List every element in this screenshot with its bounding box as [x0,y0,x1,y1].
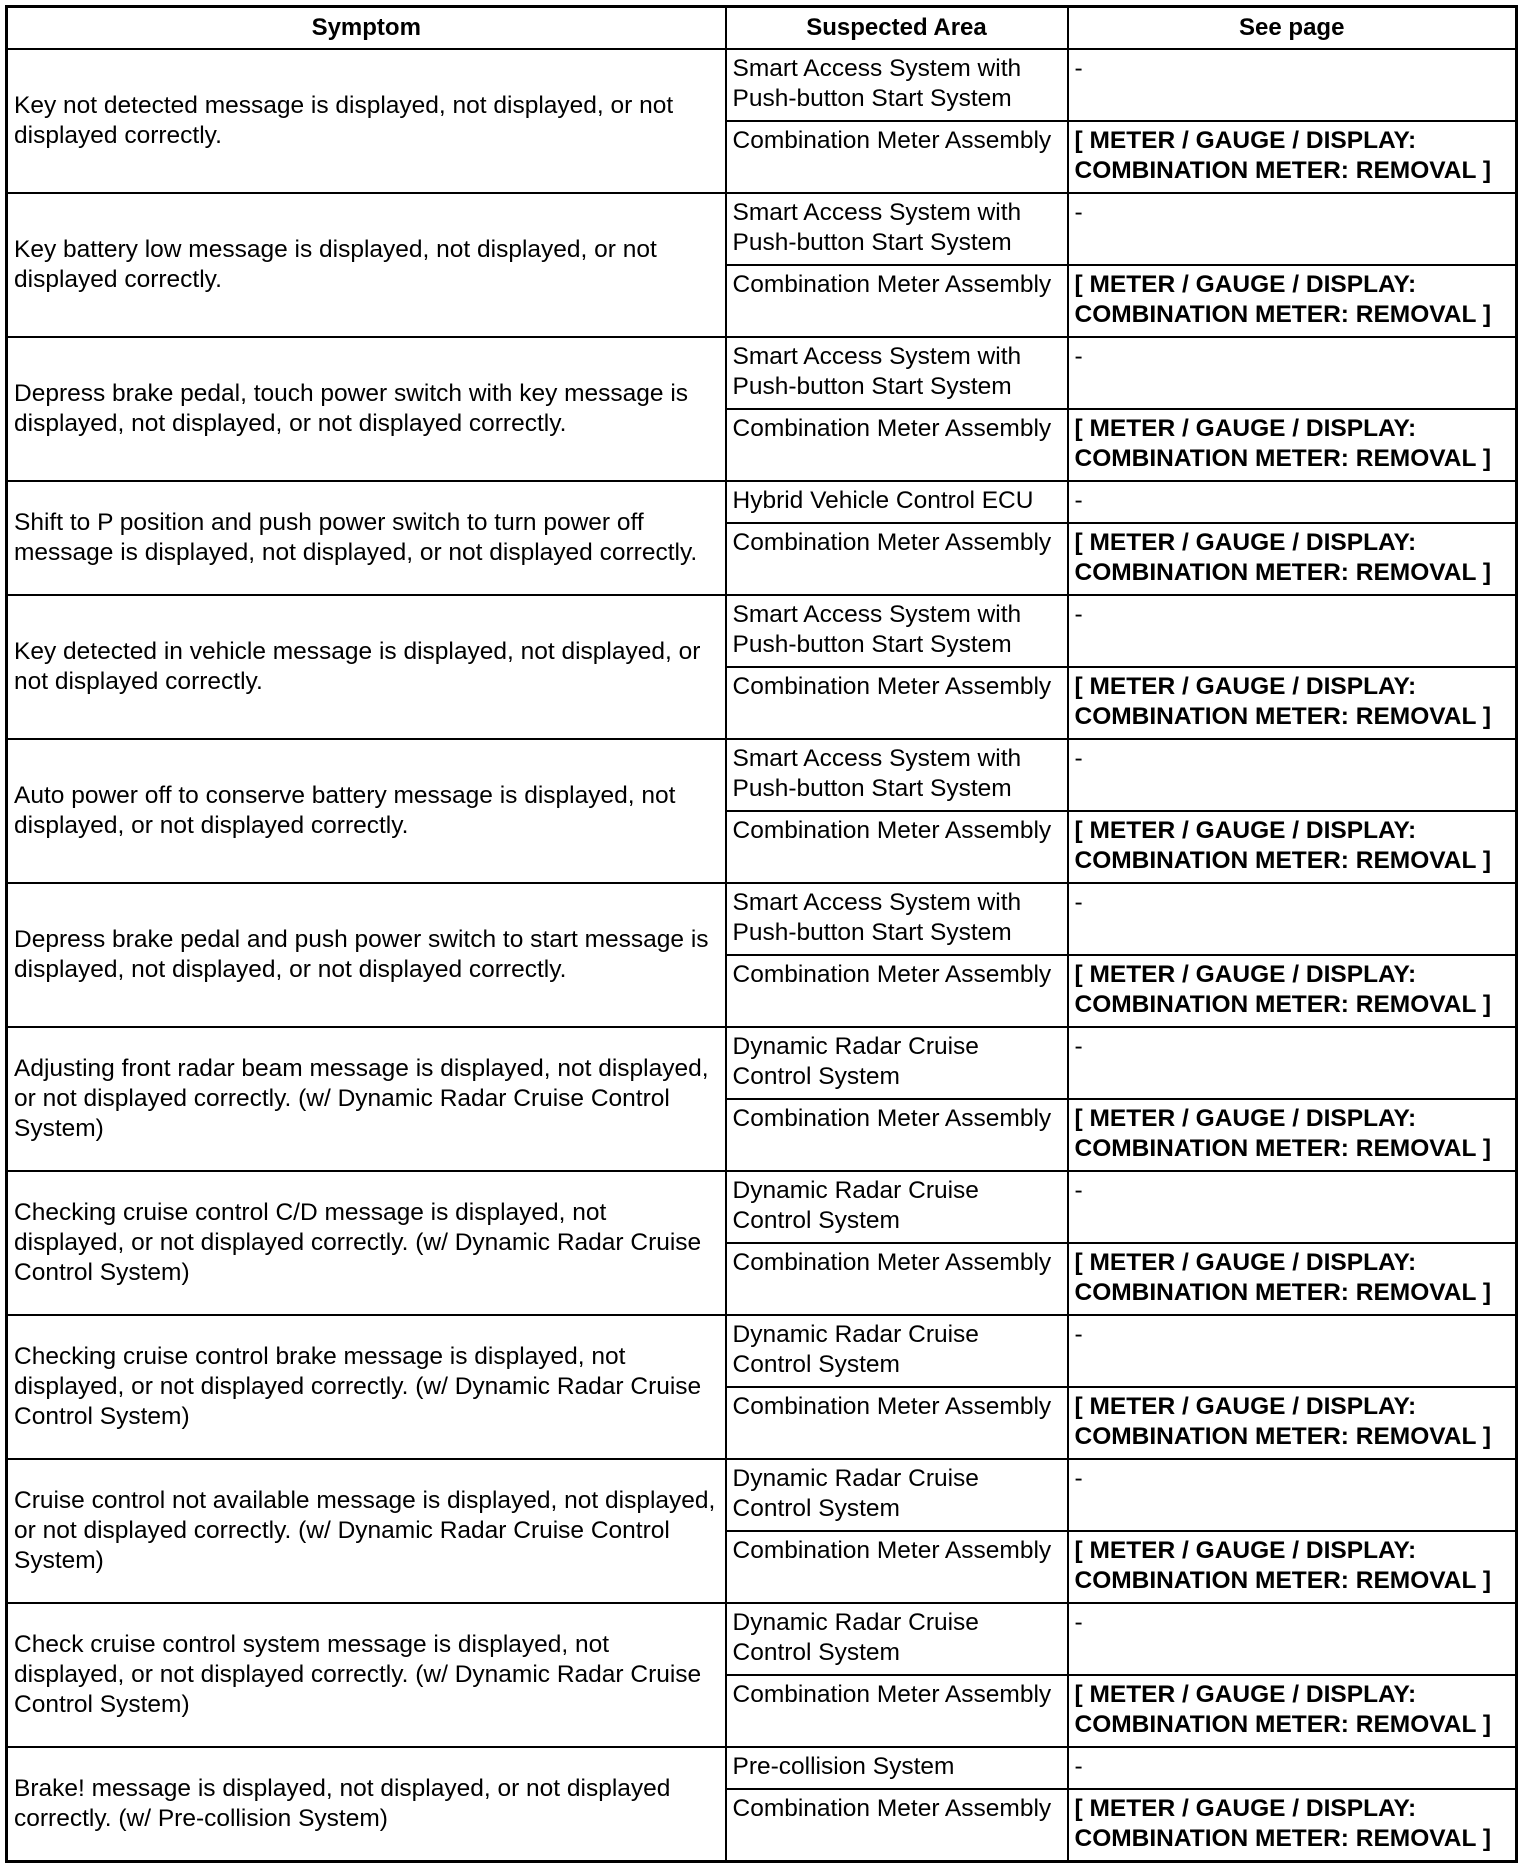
symptom-cell: Checking cruise control brake message is displayed, not displayed, or not displayed correctly. (w/ Dynamic Radar Cruise Control System) [7,1315,726,1459]
suspected-area-cell: Combination Meter Assembly [726,523,1068,595]
symptom-cell: Shift to P position and push power switch to turn power off message is displayed, not displayed, or not displayed correctly. [7,481,726,595]
suspected-area-cell: Combination Meter Assembly [726,1675,1068,1747]
symptom-cell: Check cruise control system message is displayed, not displayed, or not displayed correctly. (w/ Dynamic Radar Cruise Control System) [7,1603,726,1747]
see-page-link[interactable]: [ METER / GAUGE / DISPLAY: COMBINATION METER: REMOVAL ] [1068,409,1517,481]
suspected-area-cell: Dynamic Radar Cruise Control System [726,1027,1068,1099]
suspected-area-cell: Combination Meter Assembly [726,667,1068,739]
see-page-link[interactable]: [ METER / GAUGE / DISPLAY: COMBINATION METER: REMOVAL ] [1068,523,1517,595]
table-row [7,1315,1517,1387]
table-row [7,1603,1517,1675]
header-symptom: Symptom [7,7,726,50]
suspected-area-cell: Smart Access System with Push-button Start System [726,337,1068,409]
suspected-area-cell: Dynamic Radar Cruise Control System [726,1459,1068,1531]
suspected-area-cell: Smart Access System with Push-button Start System [726,595,1068,667]
suspected-area-cell: Combination Meter Assembly [726,1387,1068,1459]
see-page-cell: - [1068,739,1517,811]
suspected-area-cell: Combination Meter Assembly [726,1243,1068,1315]
table-row [7,1459,1517,1531]
see-page-cell: - [1068,481,1517,523]
suspected-area-cell: Smart Access System with Push-button Start System [726,193,1068,265]
see-page-link[interactable]: [ METER / GAUGE / DISPLAY: COMBINATION METER: REMOVAL ] [1068,1789,1517,1861]
see-page-cell: - [1068,595,1517,667]
symptom-table [5,5,1518,1863]
see-page-cell: - [1068,49,1517,121]
see-page-cell: - [1068,1603,1517,1675]
symptom-cell: Brake! message is displayed, not displayed, or not displayed correctly. (w/ Pre-collision System) [7,1747,726,1861]
suspected-area-cell: Combination Meter Assembly [726,1531,1068,1603]
table-row [7,1747,1517,1789]
suspected-area-cell: Dynamic Radar Cruise Control System [726,1603,1068,1675]
see-page-link[interactable]: [ METER / GAUGE / DISPLAY: COMBINATION METER: REMOVAL ] [1068,667,1517,739]
suspected-area-cell: Combination Meter Assembly [726,121,1068,193]
suspected-area-cell: Smart Access System with Push-button Start System [726,739,1068,811]
symptom-cell: Auto power off to conserve battery message is displayed, not displayed, or not displayed correctly. [7,739,726,883]
see-page-link[interactable]: [ METER / GAUGE / DISPLAY: COMBINATION METER: REMOVAL ] [1068,1099,1517,1171]
see-page-cell: - [1068,1747,1517,1789]
suspected-area-cell: Combination Meter Assembly [726,811,1068,883]
symptom-table-container [5,5,1518,1863]
suspected-area-cell: Combination Meter Assembly [726,1789,1068,1861]
see-page-cell: - [1068,337,1517,409]
table-row [7,337,1517,409]
see-page-link[interactable]: [ METER / GAUGE / DISPLAY: COMBINATION METER: REMOVAL ] [1068,811,1517,883]
see-page-cell: - [1068,1459,1517,1531]
symptom-cell: Depress brake pedal, touch power switch with key message is displayed, not displayed, or not displayed correctly. [7,337,726,481]
symptom-cell: Key not detected message is displayed, not displayed, or not displayed correctly. [7,49,726,193]
symptom-cell: Key detected in vehicle message is displayed, not displayed, or not displayed correctly. [7,595,726,739]
table-row [7,739,1517,811]
table-body [7,49,1517,1861]
table-row [7,193,1517,265]
suspected-area-cell: Smart Access System with Push-button Start System [726,883,1068,955]
symptom-cell: Key battery low message is displayed, not displayed, or not displayed correctly. [7,193,726,337]
symptom-cell: Cruise control not available message is displayed, not displayed, or not displayed correctly. (w/ Dynamic Radar Cruise Control System) [7,1459,726,1603]
see-page-link[interactable]: [ METER / GAUGE / DISPLAY: COMBINATION METER: REMOVAL ] [1068,955,1517,1027]
see-page-cell: - [1068,1027,1517,1099]
see-page-link[interactable]: [ METER / GAUGE / DISPLAY: COMBINATION METER: REMOVAL ] [1068,1675,1517,1747]
suspected-area-cell: Smart Access System with Push-button Start System [726,49,1068,121]
suspected-area-cell: Dynamic Radar Cruise Control System [726,1171,1068,1243]
table-row [7,481,1517,523]
symptom-cell: Adjusting front radar beam message is displayed, not displayed, or not displayed correctly. (w/ Dynamic Radar Cruise Control System) [7,1027,726,1171]
see-page-cell: - [1068,193,1517,265]
header-see-page: See page [1068,7,1517,50]
table-row [7,883,1517,955]
see-page-cell: - [1068,1315,1517,1387]
see-page-link[interactable]: [ METER / GAUGE / DISPLAY: COMBINATION METER: REMOVAL ] [1068,265,1517,337]
header-suspected-area: Suspected Area [726,7,1068,50]
table-row [7,595,1517,667]
table-row [7,1171,1517,1243]
suspected-area-cell: Combination Meter Assembly [726,265,1068,337]
suspected-area-cell: Combination Meter Assembly [726,955,1068,1027]
suspected-area-cell: Pre-collision System [726,1747,1068,1789]
symptom-cell: Checking cruise control C/D message is displayed, not displayed, or not displayed correctly. (w/ Dynamic Radar Cruise Control System) [7,1171,726,1315]
see-page-link[interactable]: [ METER / GAUGE / DISPLAY: COMBINATION METER: REMOVAL ] [1068,1243,1517,1315]
suspected-area-cell: Hybrid Vehicle Control ECU [726,481,1068,523]
see-page-link[interactable]: [ METER / GAUGE / DISPLAY: COMBINATION METER: REMOVAL ] [1068,1531,1517,1603]
suspected-area-cell: Dynamic Radar Cruise Control System [726,1315,1068,1387]
suspected-area-cell: Combination Meter Assembly [726,409,1068,481]
see-page-link[interactable]: [ METER / GAUGE / DISPLAY: COMBINATION METER: REMOVAL ] [1068,1387,1517,1459]
table-row [7,1027,1517,1099]
see-page-cell: - [1068,883,1517,955]
see-page-cell: - [1068,1171,1517,1243]
table-header-row [7,7,1517,50]
table-row [7,49,1517,121]
see-page-link[interactable]: [ METER / GAUGE / DISPLAY: COMBINATION METER: REMOVAL ] [1068,121,1517,193]
suspected-area-cell: Combination Meter Assembly [726,1099,1068,1171]
symptom-cell: Depress brake pedal and push power switch to start message is displayed, not displayed, or not displayed correctly. [7,883,726,1027]
